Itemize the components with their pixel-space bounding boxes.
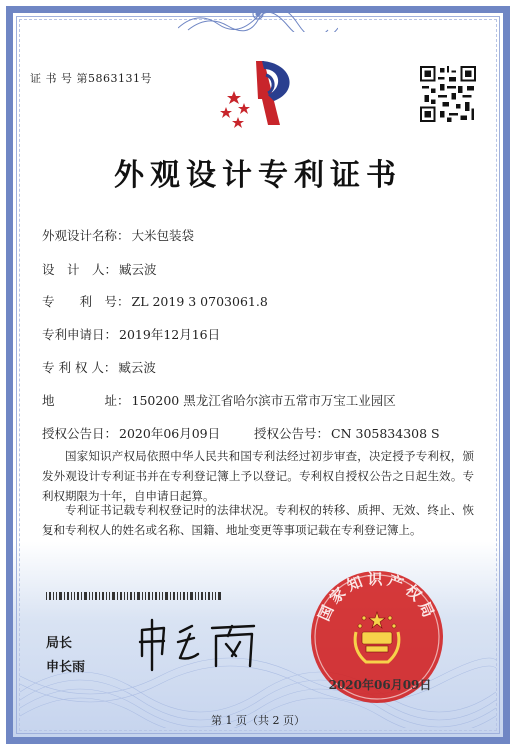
handwritten-signature-icon <box>132 616 262 672</box>
document-title: 外观设计专利证书 <box>114 158 402 193</box>
field-label: 专 利 权 人： <box>42 360 117 375</box>
field-value: 臧云波 <box>119 262 157 277</box>
field-value: 臧云波 <box>118 360 156 375</box>
field-design-name <box>42 226 194 244</box>
patent-office-emblem-icon <box>212 55 308 139</box>
barcode-strip <box>46 592 222 600</box>
field-value: 150200 黑龙江省哈尔滨市五常市万宝工业园区 <box>131 393 396 408</box>
field-value: 2020年06月09日 <box>119 426 221 441</box>
certificate-number: 证 书 号 第5863131号 <box>30 72 152 85</box>
page-indicator: 第 1 页（共 2 页） <box>211 714 305 727</box>
field-label: 专 利 号： <box>42 294 130 309</box>
field-value: ZL 2019 3 0703061.8 <box>131 294 268 309</box>
field-label: 授权公告日： <box>42 426 118 441</box>
field-grant-number <box>254 424 440 442</box>
field-label: 授权公告号： <box>254 426 330 441</box>
field-address <box>42 391 396 409</box>
field-value: 大米包装袋 <box>131 228 195 243</box>
field-label: 外观设计名称： <box>42 228 130 243</box>
field-value: CN 305834308 S <box>331 426 440 441</box>
field-label: 设 计 人： <box>42 262 118 277</box>
field-label: 专利申请日： <box>42 327 118 342</box>
field-label: 地 址： <box>42 393 130 408</box>
field-grant-date <box>42 424 220 442</box>
seal-date: 2020年06月09日 <box>328 678 432 692</box>
director-name: 申长雨 <box>46 660 86 675</box>
field-designer <box>42 260 157 278</box>
field-application-date <box>42 325 220 343</box>
field-patentee <box>42 358 156 376</box>
notice-paragraph-1: 国家知识产权局依照中华人民共和国专利法经过初步审查，决定授予专利权，颁发外观设计专利证书并在专利登记簿上予以登记。专利权自授权公告之日起生效。专利权期限为十年，自申请日起算。 <box>42 449 474 503</box>
director-title: 局长 <box>46 636 73 651</box>
svg-text:国家知识产权局: 国家知识产权局 <box>314 570 440 624</box>
qr-code-icon <box>420 66 476 122</box>
crest-ornament-icon <box>178 6 338 32</box>
notice-paragraph-2: 专利证书记载专利权登记时的法律状况。专利权的转移、质押、无效、终止、恢复和专利权人的姓名或名称、国籍、地址变更等事项记载在专利登记簿上。 <box>42 503 474 537</box>
field-patent-number <box>42 292 268 310</box>
field-value: 2019年12月16日 <box>119 327 221 342</box>
